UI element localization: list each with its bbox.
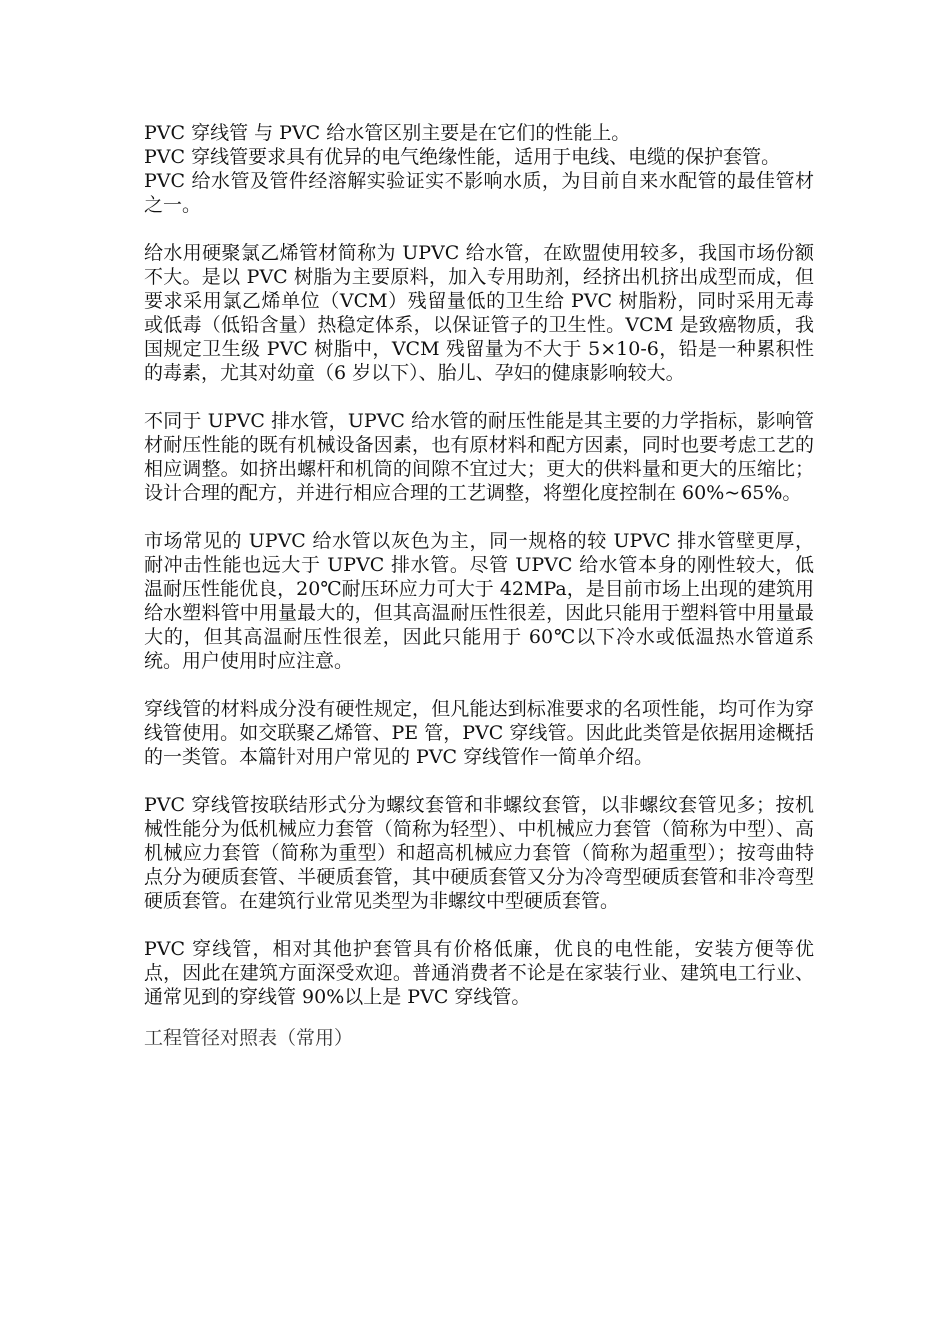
conduit-material-paragraph: 穿线管的材料成分没有硬性规定，但凡能达到标准要求的名项性能，均可作为穿线管使用。如交联聚乙烯管、PE 管，PVC 穿线管。因此此类管是依据用途概括的一类管。本篇针对用户常见的 PVC 穿线管作一简单介绍。: [144, 698, 814, 768]
table-title: 工程管径对照表（常用）: [144, 1027, 354, 1049]
conduit-classification-paragraph: PVC 穿线管按联结形式分为螺纹套管和非螺纹套管，以非螺纹套管见多；按机械性能分为低机械应力套管（简称为轻型）、中机械应力套管（简称为中型）、高机械应力套管（简称为重型）和超高机械应力套管（简称为超重型）；按弯曲特点分为硬质套管、半硬质套管，其中硬质套管又分为冷弯型硬质套管和非冷弯型硬质套管。在建筑行业常见类型为非螺纹中型硬质套管。: [144, 794, 814, 912]
intro-line: PVC 穿线管 与 PVC 给水管区别主要是在它们的性能上。: [144, 122, 631, 144]
upvc-water-pipe-paragraph: 给水用硬聚氯乙烯管材简称为 UPVC 给水管，在欧盟使用较多，我国市场份额不大。是以 PVC 树脂为主要原料，加入专用助剂，经挤出机挤出成型而成，但要求采用氯乙烯单位（VCM）残留量低的卫生给 PVC 树脂粉，同时采用无毒或低毒（低铅含量）热稳定体系，以保证管子的卫生性。VCM 是致癌物质，我国规定卫生级 PVC 树脂中，VCM 残留量为不大于 5×10-6，铅是一种累积性的毒素，尤其对幼童（6 岁以下）、胎儿、孕妇的健康影响较大。: [144, 242, 814, 384]
conduit-pipe-line: PVC 穿线管要求具有优异的电气绝缘性能，适用于电线、电缆的保护套管。: [144, 146, 781, 168]
water-pipe-line: PVC 给水管及管件经溶解实验证实不影响水质，为目前自来水配管的最佳管材之一。: [144, 170, 814, 216]
document-body: [144, 121, 814, 1050]
market-upvc-paragraph: 市场常见的 UPVC 给水管以灰色为主，同一规格的较 UPVC 排水管壁更厚，耐冲击性能也远大于 UPVC 排水管。尽管 UPVC 给水管本身的刚性较大，低温耐压性能优良，20℃耐压环应力可大于 42MPa，是目前市场上出现的建筑用给水塑料管中用量最大的，但其高温耐压性很差，因此只能用于塑料管中用量最大的，但其高温耐压性很差，因此只能用于 60℃以下冷水或低温热水管道系统。用户使用时应注意。: [144, 530, 814, 672]
pressure-performance-paragraph: 不同于 UPVC 排水管，UPVC 给水管的耐压性能是其主要的力学指标，影响管材耐压性能的既有机械设备因素，也有原材料和配方因素，同时也要考虑工艺的相应调整。如挤出螺杆和机筒的间隙不宜过大；更大的供料量和更大的压缩比；设计合理的配方，并进行相应合理的工艺调整，将塑化度控制在 60%~65%。: [144, 410, 814, 504]
conduit-advantages-paragraph: PVC 穿线管，相对其他护套管具有价格低廉，优良的电性能，安装方便等优点，因此在建筑方面深受欢迎。普通消费者不论是在家装行业、建筑电工行业、通常见到的穿线管 90%以上是 PVC 穿线管。: [144, 938, 814, 1008]
